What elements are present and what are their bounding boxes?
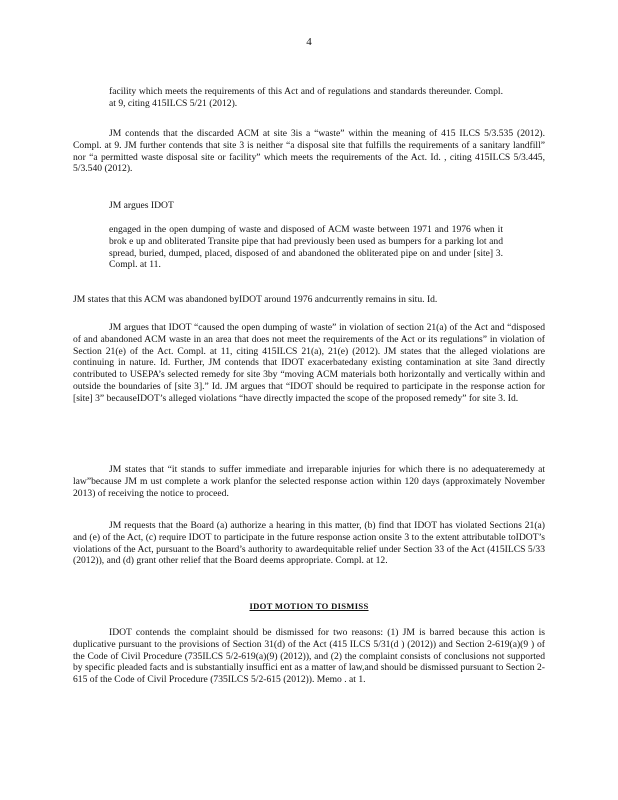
quote-continuation: facility which meets the requirements of this Act and of regulations and standards thereunder. Compl. at 9, citing 415ILCS 5/21 (2012). <box>109 86 503 109</box>
paragraph-irreparable-injury: JM states that “it stands to suffer immediate and irreparable injuries for which there is no adequateremedy at law”because JM m ust complete a work planfor the selected response action within 120 days (approximately November 2013) of receiving the notice to proceed. <box>73 464 545 499</box>
paragraph-acm-abandoned: JM states that this ACM was abandoned byIDOT around 1976 andcurrently remains in situ. Id. <box>73 294 438 305</box>
paragraph-waste-contention: JM contends that the discarded ACM at site 3is a “waste” within the meaning of 415 ILCS 5/3.535 (2012). Compl. at 9. JM further contends that site 3 is neither “a disposal site that fulfills the requirements of a sanitary landfill” nor “a permitted waste disposal site or facility” which meets the requirements of the Act. Id. , citing 415ILCS 5/3.445, 5/3.540 (2012). <box>73 128 545 175</box>
paragraph-relief-requested: JM requests that the Board (a) authorize a hearing in this matter, (b) find that IDOT has violated Sections 21(a) and (e) of the Act, (c) require IDOT to participate in the future response action onsite 3 to the extent attributable toIDOT’s violations of the Act, pursuant to the Board’s authority to awardequitable relief under Section 33 of the Act (415ILCS 5/33 (2012)), and (d) grant other relief that the Board deems appropriate. Compl. at 12. <box>73 520 545 567</box>
paragraph-jm-argues-intro: JM argues IDOT <box>109 200 174 211</box>
page-number: 4 <box>306 36 312 48</box>
paragraph-violations-argument: JM argues that IDOT “caused the open dumping of waste” in violation of section 21(a) of the Act and “disposed of and abandoned ACM waste in an area that does not meet the requirements of the Act or its regulations” in violation of Section 21(e) of the Act. Compl. at 11, citing 415ILCS 21(a), 21(e) (2012). JM states that the alleged violations are continuing in nature. Id. Further, JM contends that IDOT exacerbatedany existing contamination at site 3and directly contributed to USEPA’s selected remedy for site 3by “moving ACM materials both horizontally and vertically within and outside the boundaries of [site 3].” Id. JM argues that “IDOT should be required to participate in the response action for [site] 3” becauseIDOT’s alleged violations “have directly impacted the scope of the proposed remedy” for site 3. Id. <box>73 322 545 404</box>
section-heading: IDOT MOTION TO DISMISS <box>249 601 369 611</box>
paragraph-idot-contentions: IDOT contends the complaint should be dismissed for two reasons: (1) JM is barred because this action is duplicative pursuant to the provisions of Section 31(d) of the Act (415 ILCS 5/31(d ) (2012)) and Section 2-619(a)(9 ) of the Code of Civil Procedure (735ILCS 5/2-619(a)(9) (2012)), and (2) the complaint consists of conclusions not supported by specific pleaded facts and is substantially insuffici ent as a matter of law,and should be dismissed pursuant to Section 2-615 of the Code of Civil Procedure (735ILCS 5/2-615 (2012)). Memo . at 1. <box>73 627 545 686</box>
block-quote-open-dumping: engaged in the open dumping of waste and disposed of ACM waste between 1971 and 1976 when it brok e up and obliterated Transite pipe that had previously been used as bumpers for a parking lot and spread, buried, dumped, placed, disposed of and abandoned the obliterated pipe on and under [site] 3. Compl. at 11. <box>109 224 503 271</box>
